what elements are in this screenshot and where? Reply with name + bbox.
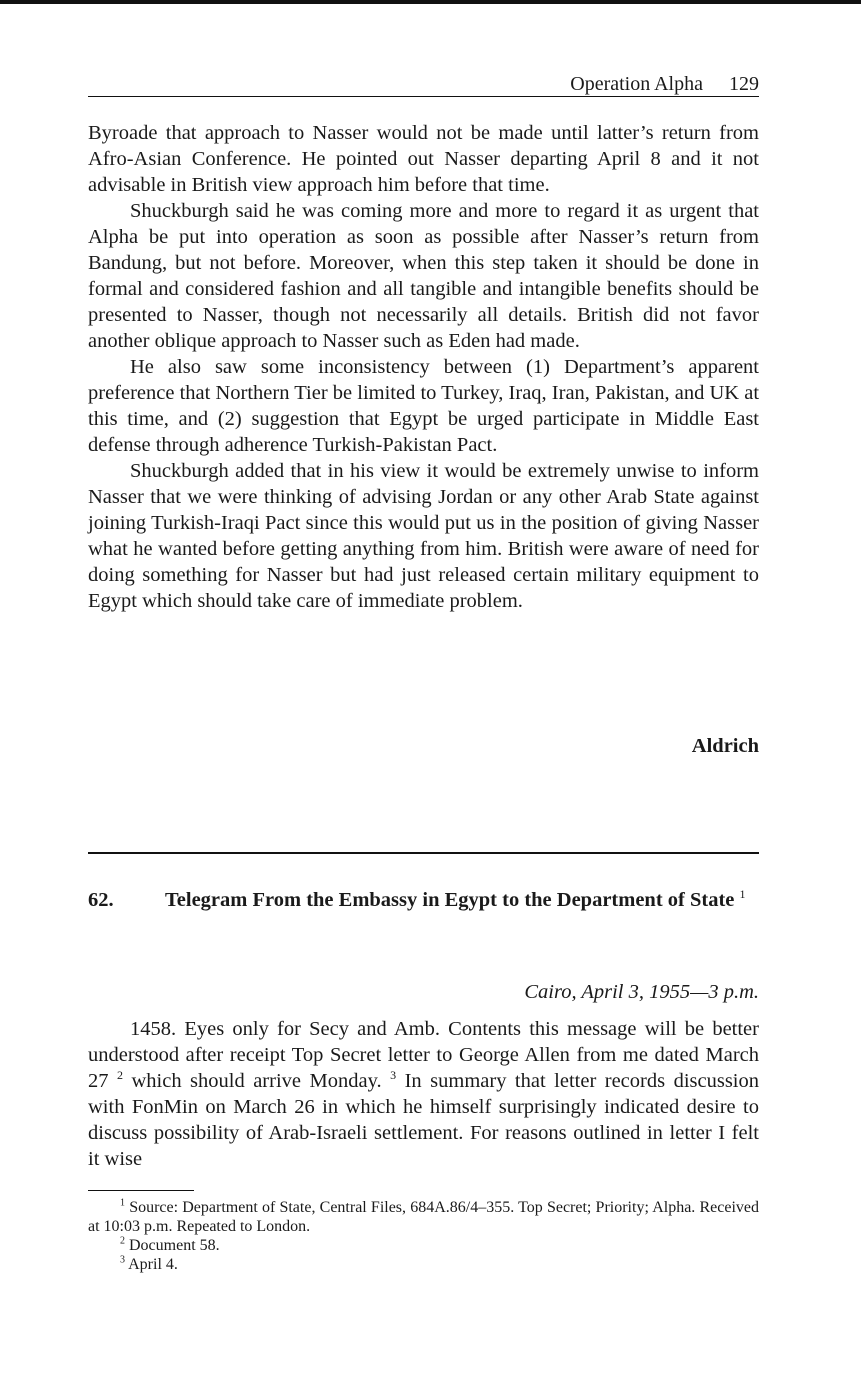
dateline: Cairo, April 3, 1955—3 p.m.: [524, 981, 759, 1003]
paragraph: Byroade that approach to Nasser would not be made until latter’s return from Afro-Asian Conference. He pointed out Nasser departing April 8 and it not advisable in British view approach him before that time.: [88, 122, 759, 196]
footnote-text: Source: Department of State, Central Files, 684A.86/4–355. Top Secret; Priority; Alpha. Received at 10:03 p.m. Repeated to London.: [88, 1199, 760, 1235]
footnote-ref: 2: [116, 1068, 123, 1083]
footnote-mark: 1: [120, 1197, 125, 1209]
footnote-ref: 3: [390, 1068, 397, 1083]
previous-document-text: [88, 120, 759, 614]
section-divider: [88, 852, 759, 854]
footnote: [88, 1255, 759, 1274]
signature: Aldrich: [691, 735, 759, 757]
footnote-mark: 2: [120, 1235, 125, 1247]
document-title: Telegram From the Embassy in Egypt to the Department of State: [165, 889, 735, 911]
telegram-text-part: In summary that letter records discussion with FonMin on March 26 in which he himself surprisingly indicated desire to discuss possibility of Arab-Israeli settlement. For reasons outlined in letter I felt it wise: [88, 1070, 759, 1170]
paragraph: He also saw some inconsistency between (1) Department’s apparent preference that Northern Tier be limited to Turkey, Iraq, Iran, Pakistan, and UK at this time, and (2) suggestion that Egypt be urged participate in Middle East defense through adherence Turkish-Pakistan Pact.: [88, 356, 760, 456]
footnote: [88, 1236, 759, 1255]
page-number: 129: [729, 73, 759, 95]
paragraph: Shuckburgh said he was coming more and more to regard it as urgent that Alpha be put into operation as soon as possible after Nasser’s return from Bandung, but not before. Moreover, when this step taken it should be done in formal and considered fashion and all tangible and intangible benefits should be presented to Nasser, though not necessarily all details. British did not favor another oblique approach to Nasser such as Eden had made.: [88, 200, 759, 352]
telegram-text-part: 1458. Eyes only for Secy and Amb. Contents this message will be better understood after receipt Top Secret letter to George Allen from me dated March 27: [88, 1018, 759, 1092]
running-head-title: Operation Alpha: [570, 73, 703, 95]
telegram-text: [88, 1016, 759, 1172]
paragraph: Shuckburgh added that in his view it would be extremely unwise to inform Nasser that we were thinking of advising Jordan or any other Arab State against joining Turkish-Iraqi Pact since this would put us in the position of giving Nasser what he wanted before getting anything from him. British were aware of need for doing something for Nasser but had just released certain military equipment to Egypt which should take care of immediate problem.: [88, 460, 759, 612]
document-number: 62.: [88, 889, 114, 911]
footnotes: [88, 1198, 759, 1274]
running-head: [88, 72, 759, 97]
document-title-block: [165, 887, 759, 913]
paragraph: [88, 1016, 759, 1172]
footnote-mark: 3: [120, 1254, 125, 1266]
footnote-text: Document 58.: [129, 1237, 220, 1254]
footnote: [88, 1198, 759, 1236]
footnote-text: April 4.: [128, 1256, 178, 1273]
telegram-text-part: which should arrive Monday.: [122, 1070, 382, 1092]
footnote-ref: 1: [739, 887, 746, 902]
footnote-rule: [88, 1190, 194, 1191]
page-top-edge: [0, 0, 861, 4]
